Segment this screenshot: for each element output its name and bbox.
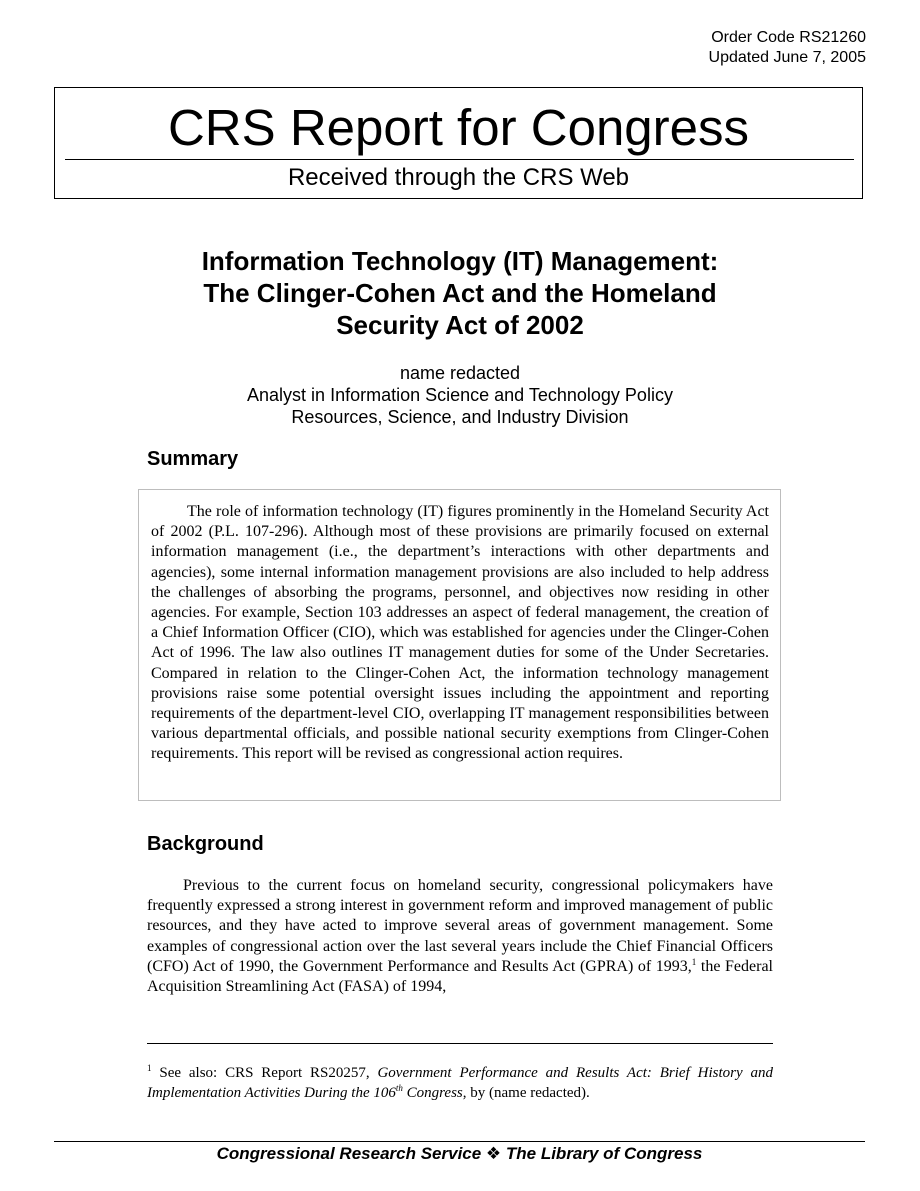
document-title	[100, 245, 820, 341]
report-subtitle: Received through the CRS Web	[287, 164, 630, 191]
summary-heading: Summary	[147, 448, 239, 470]
footnote-reference[interactable]: 1	[691, 956, 697, 967]
background-heading: Background	[147, 833, 264, 855]
background-text-continued: the Federal Acquisition Streamlining Act (FASA) of 1994,	[147, 957, 774, 996]
footer-text: Congressional Research Service ❖ The Library of Congress	[216, 1144, 703, 1163]
author-name: name redacted	[399, 363, 521, 383]
author-position: Analyst in Information Science and Technology Policy	[247, 385, 673, 405]
footnote-prefix: See also: CRS Report RS20257,	[151, 1065, 378, 1081]
header-rule	[65, 159, 854, 160]
background-text: Previous to the current focus on homeland security, congressional policymakers have frequently expressed a strong interest in government reform and improved management of public resources, and they have acted to improve several areas of government management. Some examples of congressional action over the last several years include the Chief Financial Officers (CFO) Act of 1990, the Government Performance and Results Act (GPRA) of 1993,	[147, 877, 773, 975]
footnote	[147, 1063, 773, 1103]
summary-box	[138, 489, 781, 801]
document-title-line: Information Technology (IT) Management:	[201, 246, 719, 276]
footnote-title-part: Congress	[402, 1085, 463, 1101]
footnote-number: 1	[147, 1063, 152, 1073]
footnote-rule	[147, 1043, 773, 1044]
footnote-ordinal-suffix: th	[395, 1083, 403, 1093]
order-code: Order Code RS21260	[711, 29, 866, 46]
background-paragraph	[147, 876, 773, 997]
document-title-line: Security Act of 2002	[336, 310, 584, 340]
report-title: CRS Report for Congress	[167, 99, 750, 156]
updated-date: Updated June 7, 2005	[708, 49, 866, 66]
order-info	[709, 28, 866, 68]
footer-rule	[54, 1141, 865, 1142]
footnote-suffix: , by (name redacted).	[462, 1085, 590, 1101]
report-header-box	[54, 87, 863, 199]
author-block	[100, 362, 820, 428]
summary-text: The role of information technology (IT) figures prominently in the Homeland Security Act of 2002 (P.L. 107-296). Although most of these provisions are primarily focused on external information management (i.e., the department’s interactions with other departments and agencies), some internal information management provisions are also included to help address the challenges of absorbing the programs, personnel, and objectives now residing in other agencies. For example, Section 103 addresses an aspect of federal management, the creation of a Chief Information Officer (CIO), which was established for agencies under the Clinger-Cohen Act of 1996. The law also outlines IT management duties for some of the Under Secretaries. Compared in relation to the Clinger-Cohen Act, the information technology management provisions raise some potential oversight issues including the appointment and reporting requirements of the department-level CIO, overlapping IT management responsibilities between various departmental officials, and possible national security exemptions from Clinger-Cohen requirements. This report will be revised as congressional action requires.	[151, 503, 769, 763]
author-division: Resources, Science, and Industry Division	[291, 407, 629, 427]
document-title-line: The Clinger-Cohen Act and the Homeland	[203, 278, 717, 308]
footnote-title-part: Government Performance and Results Act: Brief History and Implementation Activities During the 106	[147, 1065, 773, 1101]
